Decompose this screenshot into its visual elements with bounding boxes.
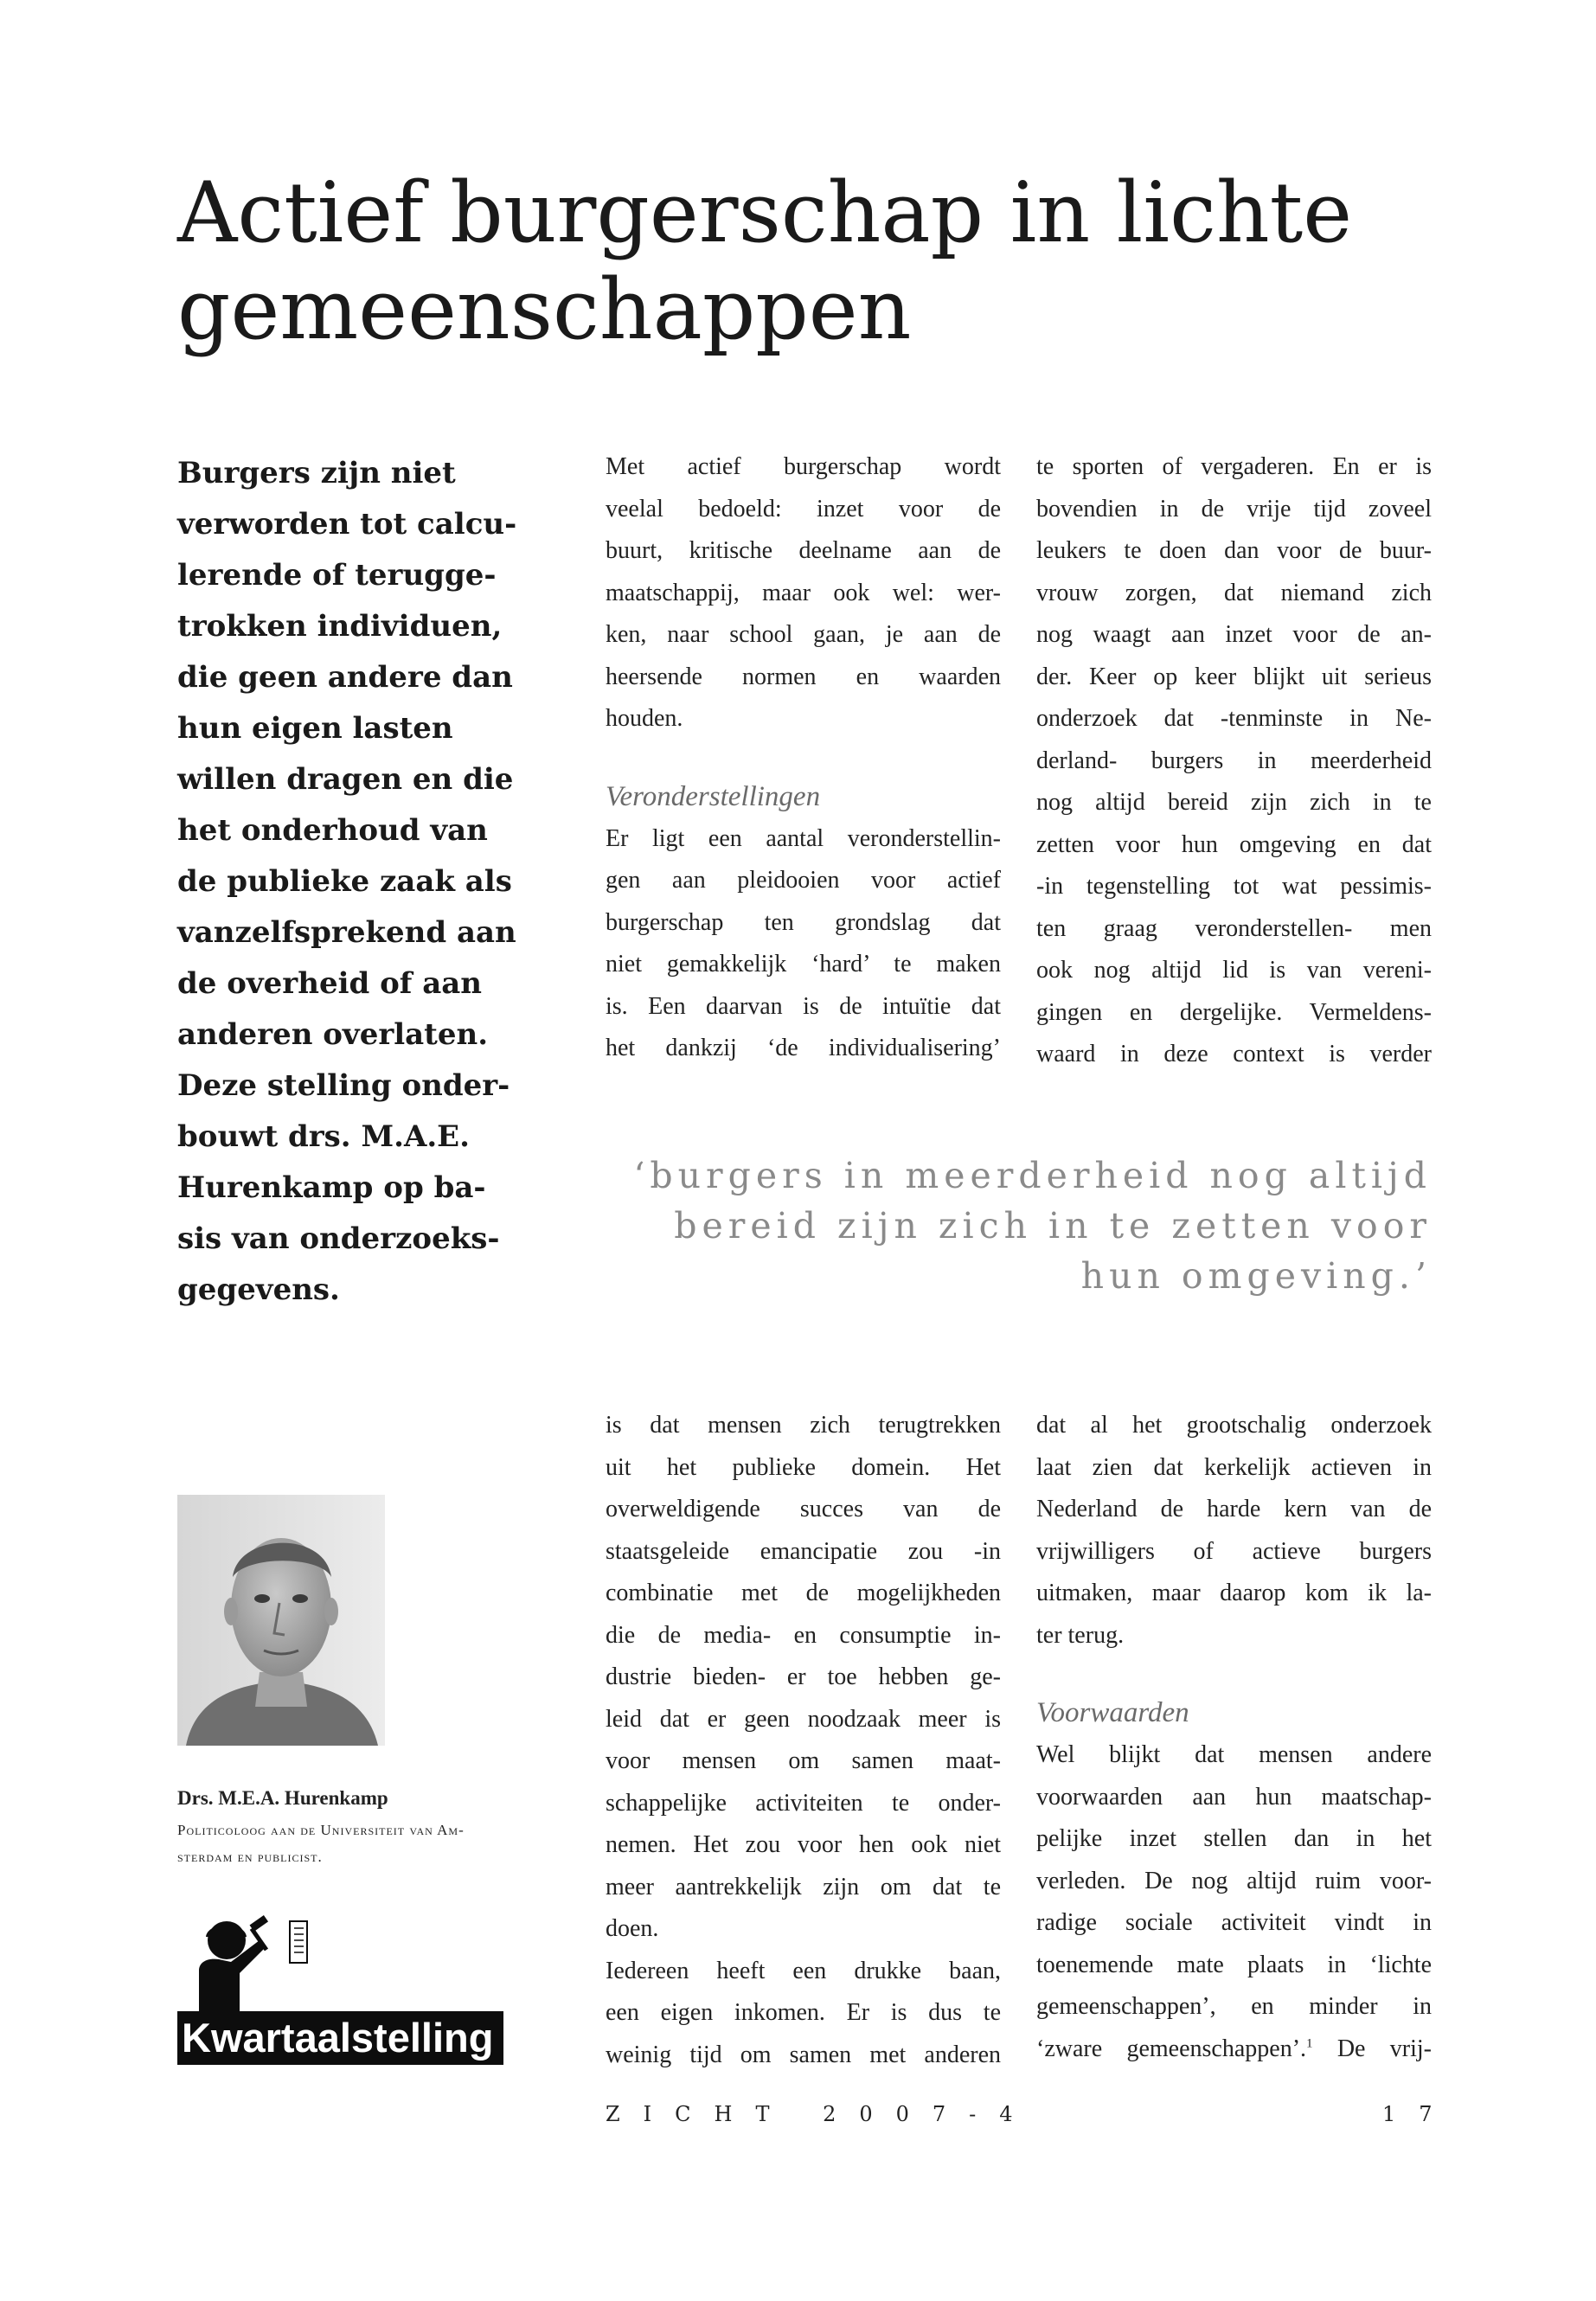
footer-publication: ZICHT 2007-4 [606, 2102, 1036, 2126]
body-line: -in tegenstelling tot wat pessimis- [1036, 873, 1432, 900]
body-line-with-footnote [1036, 2029, 1432, 2071]
lead-line: verworden tot calcu- [177, 507, 517, 542]
body-line: uit het publieke domein. Het [606, 1453, 1001, 1481]
author-photo [177, 1495, 385, 1746]
worker-hammer-icon [177, 1914, 506, 2014]
body-line: der. Keer op keer blijkt uit serieus [1036, 663, 1432, 690]
body-line: gen aan pleidooien voor actief [606, 867, 1001, 894]
body-line: houden. [606, 705, 683, 732]
body-line: heersende normen en waarden [606, 663, 1001, 690]
subheading: Voorwaarden [1036, 1697, 1189, 1728]
lead-line: hun eigen lasten [177, 711, 453, 746]
body-line: vrijwilligers of actieve burgers [1036, 1537, 1432, 1565]
kwartaalstelling-logo [177, 1914, 506, 2070]
body-line: Nederland de harde kern van de [1036, 1496, 1432, 1522]
body-line: toenemende mate plaats in ‘lichte [1036, 1951, 1432, 1978]
body-line: voor mensen om samen maat- [606, 1747, 1001, 1774]
body-line: het dankzij ‘de individualisering’ [606, 1035, 1001, 1061]
lead-line: sis van onderzoeks- [177, 1221, 500, 1256]
body-line: leid dat er geen noodzaak meer is [606, 1705, 1001, 1733]
body-line: is. Een daarvan is de intuïtie dat [606, 992, 1001, 1020]
quote-line: ‘burgers in meerderheid nog altijd [633, 1155, 1432, 1196]
body-line: gemeenschappen’, en minder in [1036, 1993, 1432, 2020]
body-column-bottom-right [1036, 1405, 1432, 2070]
body-line: Met actief burgerschap wordt [606, 453, 1001, 480]
body-line: laat zien dat kerkelijk actieven in [1036, 1453, 1432, 1481]
lead-line: bouwt drs. M.A.E. [177, 1119, 470, 1154]
lead-line: het onderhoud van [177, 813, 488, 848]
subheading: Veronderstellingen [606, 780, 821, 812]
lead-line: Hurenkamp op ba- [177, 1170, 486, 1205]
body-line: overweldigende succes van de [606, 1496, 1001, 1522]
body-column-bottom-left [606, 1405, 1001, 2076]
author-description-line: Politicoloog aan de Universiteit van Am- [177, 1822, 465, 1838]
body-line: nemen. Het zou voor hen ook niet [606, 1831, 1001, 1858]
title-line: gemeenschappen [177, 261, 912, 358]
body-text: ‘zware gemeenschappen’. [1036, 2035, 1307, 2062]
article-title [177, 164, 1475, 358]
lead-line: Burgers zijn niet [177, 456, 456, 490]
body-line: derland- burgers in meerderheid [1036, 747, 1432, 774]
body-line: pelijke inzet stellen dan in het [1036, 1825, 1432, 1852]
page-number: 17 [1382, 2102, 1456, 2126]
lead-line: willen dragen en die [177, 762, 514, 797]
body-line: niet gemakkelijk ‘hard’ te maken [606, 951, 1001, 977]
lead-line: de publieke zaak als [177, 864, 512, 899]
quote-line: bereid zijn zich in te zetten voor [674, 1205, 1432, 1247]
lead-line: lerende of terugge- [177, 558, 497, 593]
author-description-line: sterdam en publicist. [177, 1849, 323, 1865]
body-line: zetten voor hun omgeving en dat [1036, 830, 1432, 858]
logo-label: Kwartaalstelling [182, 2015, 494, 2061]
body-line: voorwaarden aan hun maatschap- [1036, 1783, 1432, 1811]
lead-line: vanzelfsprekend aan [177, 915, 516, 950]
title-line: Actief burgerschap in lichte [177, 164, 1353, 261]
body-line: radige sociale activiteit vindt in [1036, 1909, 1432, 1936]
body-column-top-left [606, 446, 1001, 1070]
body-line: weinig tijd om samen met anderen [606, 2041, 1001, 2068]
body-line: bovendien in de vrije tijd zoveel [1036, 495, 1432, 522]
body-line: gingen en dergelijke. Vermeldens- [1036, 998, 1432, 1026]
lead-line: die geen andere dan [177, 660, 513, 695]
body-line: doen. [606, 1915, 659, 1942]
body-line: combinatie met de mogelijkheden [606, 1580, 1001, 1606]
body-line: een eigen inkomen. Er is dus te [606, 1999, 1001, 2026]
body-text: De vrij- [1312, 2035, 1432, 2062]
body-line: meer aantrekkelijk zijn om dat te [606, 1873, 1001, 1900]
body-column-top-right [1036, 446, 1432, 1076]
author-description [177, 1817, 541, 1870]
lead-line: anderen overlaten. [177, 1017, 489, 1052]
body-line: buurt, kritische deelname aan de [606, 537, 1001, 564]
body-line: maatschappij, maar ook wel: wer- [606, 579, 1001, 606]
lead-line: gegevens. [177, 1272, 340, 1307]
body-line: Er ligt een aantal veronderstellin- [606, 824, 1001, 852]
body-line: veelal bedoeld: inzet voor de [606, 495, 1001, 522]
body-line: Iedereen heeft een drukke baan, [606, 1957, 1001, 1984]
body-line: staatsgeleide emancipatie zou -in [606, 1537, 1001, 1565]
body-line: onderzoek dat -tenminste in Ne- [1036, 705, 1432, 732]
quote-line: hun omgeving.’ [1080, 1255, 1432, 1297]
body-line: uitmaken, maar daarop kom ik la- [1036, 1580, 1432, 1606]
body-line: waard in deze context is verder [1036, 1041, 1432, 1067]
body-line: dustrie bieden- er toe hebben ge- [606, 1663, 1001, 1690]
body-line: ter terug. [1036, 1621, 1125, 1649]
body-line: ken, naar school gaan, je aan de [606, 621, 1001, 648]
lead-paragraph [177, 448, 523, 1316]
body-line: nog altijd bereid zijn zich in te [1036, 789, 1432, 816]
body-line: leukers te doen dan voor de buur- [1036, 537, 1432, 564]
author-name: Drs. M.E.A. Hurenkamp [177, 1787, 388, 1809]
body-line: te sporten of vergaderen. En er is [1036, 453, 1432, 480]
body-line: ook nog altijd lid is van vereni- [1036, 957, 1432, 984]
body-line: ten graag veronderstellen- men [1036, 914, 1432, 942]
body-line: is dat mensen zich terugtrekken [606, 1412, 1001, 1439]
lead-line: Deze stelling onder- [177, 1068, 510, 1103]
body-line: vrouw zorgen, dat niemand zich [1036, 579, 1432, 606]
body-line: Wel blijkt dat mensen andere [1036, 1741, 1432, 1768]
body-line: burgerschap ten grondslag dat [606, 908, 1001, 936]
lead-line: de overheid of aan [177, 966, 483, 1001]
lead-line: trokken individuen, [177, 609, 503, 644]
body-line: verleden. De nog altijd ruim voor- [1036, 1867, 1432, 1894]
body-line: dat al het grootschalig onderzoek [1036, 1412, 1432, 1439]
footnote-marker[interactable]: 1 [1306, 2036, 1313, 2051]
body-line: nog waagt aan inzet voor de an- [1036, 621, 1432, 648]
pull-quote [606, 1150, 1432, 1301]
body-line: die de media- en consumptie in- [606, 1621, 1001, 1649]
body-line: schappelijke activiteiten te onder- [606, 1789, 1001, 1817]
